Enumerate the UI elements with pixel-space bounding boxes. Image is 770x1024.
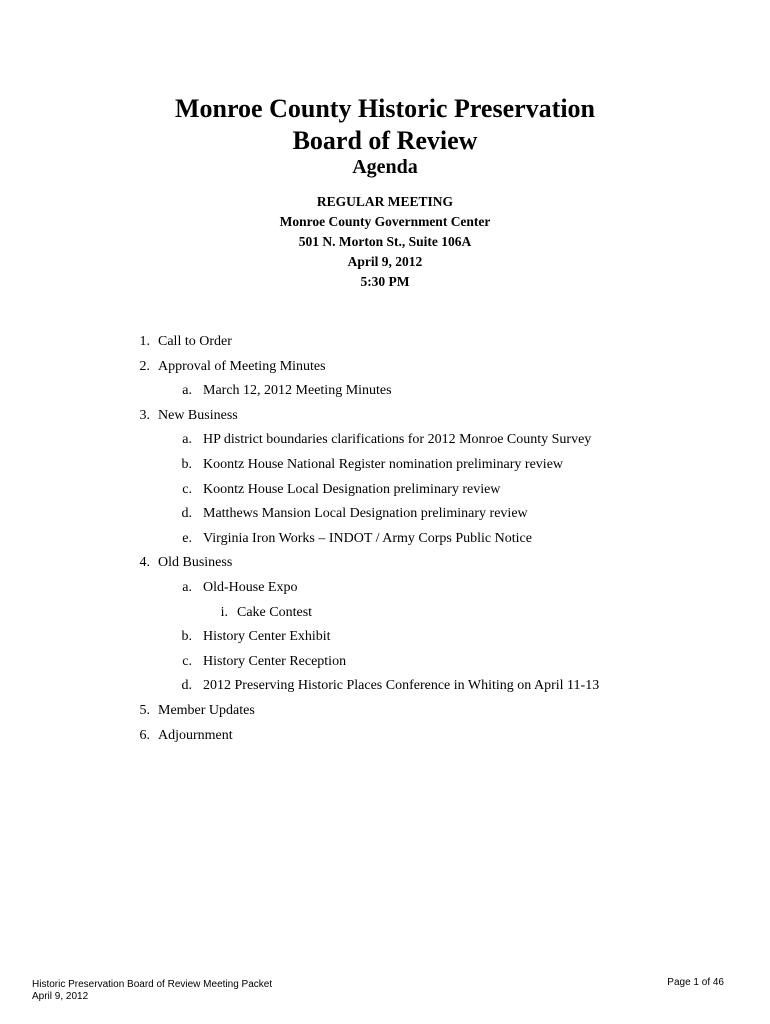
agenda-marker: e. <box>182 530 192 546</box>
agenda-marker: a. <box>182 432 192 448</box>
document-title-line1: Monroe County Historic Preservation <box>174 94 596 123</box>
agenda-marker: c. <box>182 481 192 497</box>
agenda-marker: i. <box>220 604 228 620</box>
agenda-text: History Center Exhibit <box>203 629 331 645</box>
document-title-line2: Board of Review <box>292 126 478 155</box>
agenda-marker: 1. <box>139 334 150 349</box>
agenda-text: Approval of Meeting Minutes <box>158 358 326 374</box>
agenda-subitem <box>0 674 770 699</box>
agenda-marker: d. <box>181 506 192 522</box>
agenda-item-adjournment <box>0 724 770 749</box>
agenda-marker: a. <box>182 579 192 595</box>
footer-packet-info <box>32 979 272 1003</box>
agenda-subitem <box>0 428 770 453</box>
agenda-marker: a. <box>182 383 192 399</box>
agenda-text: Old-House Expo <box>203 579 298 595</box>
agenda-text: Call to Order <box>158 334 232 349</box>
agenda-marker: 2. <box>139 358 150 374</box>
agenda-marker: d. <box>181 678 192 694</box>
agenda-text: HP district boundaries clarifications for 2012 Monroe County Survey <box>203 432 592 448</box>
agenda-text: Virginia Iron Works – INDOT / Army Corps Public Notice <box>203 530 532 546</box>
meeting-type: REGULAR MEETING <box>316 194 454 209</box>
agenda-subitem <box>0 625 770 650</box>
agenda-list <box>0 330 770 748</box>
meeting-time: 5:30 PM <box>360 274 410 289</box>
agenda-marker: 4. <box>139 555 150 571</box>
agenda-text: Member Updates <box>158 702 255 718</box>
agenda-subitem <box>0 478 770 503</box>
agenda-text: New Business <box>158 407 238 423</box>
agenda-text: Koontz House National Register nomination preliminary review <box>203 456 564 472</box>
agenda-text: Adjournment <box>158 727 233 743</box>
agenda-subitem <box>0 379 770 404</box>
agenda-subitem <box>0 527 770 552</box>
agenda-item-approval-of-minutes <box>0 355 770 380</box>
meeting-details <box>0 192 770 292</box>
agenda-subitem <box>0 650 770 675</box>
agenda-item-call-to-order <box>0 330 770 355</box>
footer-packet-title: Historic Preservation Board of Review Meeting Packet <box>32 979 273 990</box>
meeting-date: April 9, 2012 <box>347 254 423 269</box>
agenda-text: Old Business <box>158 555 233 571</box>
agenda-marker: b. <box>181 629 192 645</box>
meeting-venue: Monroe County Government Center <box>279 214 491 229</box>
agenda-marker: 3. <box>139 407 150 423</box>
footer-page-number: Page 1 of 46 <box>667 977 724 988</box>
agenda-item-new-business <box>0 404 770 429</box>
agenda-subitem <box>0 576 770 601</box>
agenda-marker: 5. <box>139 702 150 718</box>
agenda-text: Cake Contest <box>237 604 313 620</box>
agenda-text: March 12, 2012 Meeting Minutes <box>203 383 392 399</box>
document-subtitle: Agenda <box>352 156 418 178</box>
agenda-text: Matthews Mansion Local Designation preliminary review <box>203 506 528 522</box>
agenda-subitem <box>0 502 770 527</box>
agenda-text: Koontz House Local Designation preliminary review <box>203 481 501 497</box>
agenda-marker: c. <box>182 653 192 669</box>
agenda-subsubitem <box>0 601 770 626</box>
agenda-text: 2012 Preserving Historic Places Conference in Whiting on April 11-13 <box>203 678 600 694</box>
agenda-marker: b. <box>181 456 192 472</box>
agenda-text: History Center Reception <box>203 653 347 669</box>
footer-packet-date: April 9, 2012 <box>32 991 89 1002</box>
agenda-item-member-updates <box>0 699 770 724</box>
agenda-item-old-business <box>0 551 770 576</box>
agenda-marker: 6. <box>139 727 150 743</box>
agenda-subitem <box>0 453 770 478</box>
meeting-address: 501 N. Morton St., Suite 106A <box>298 234 472 249</box>
